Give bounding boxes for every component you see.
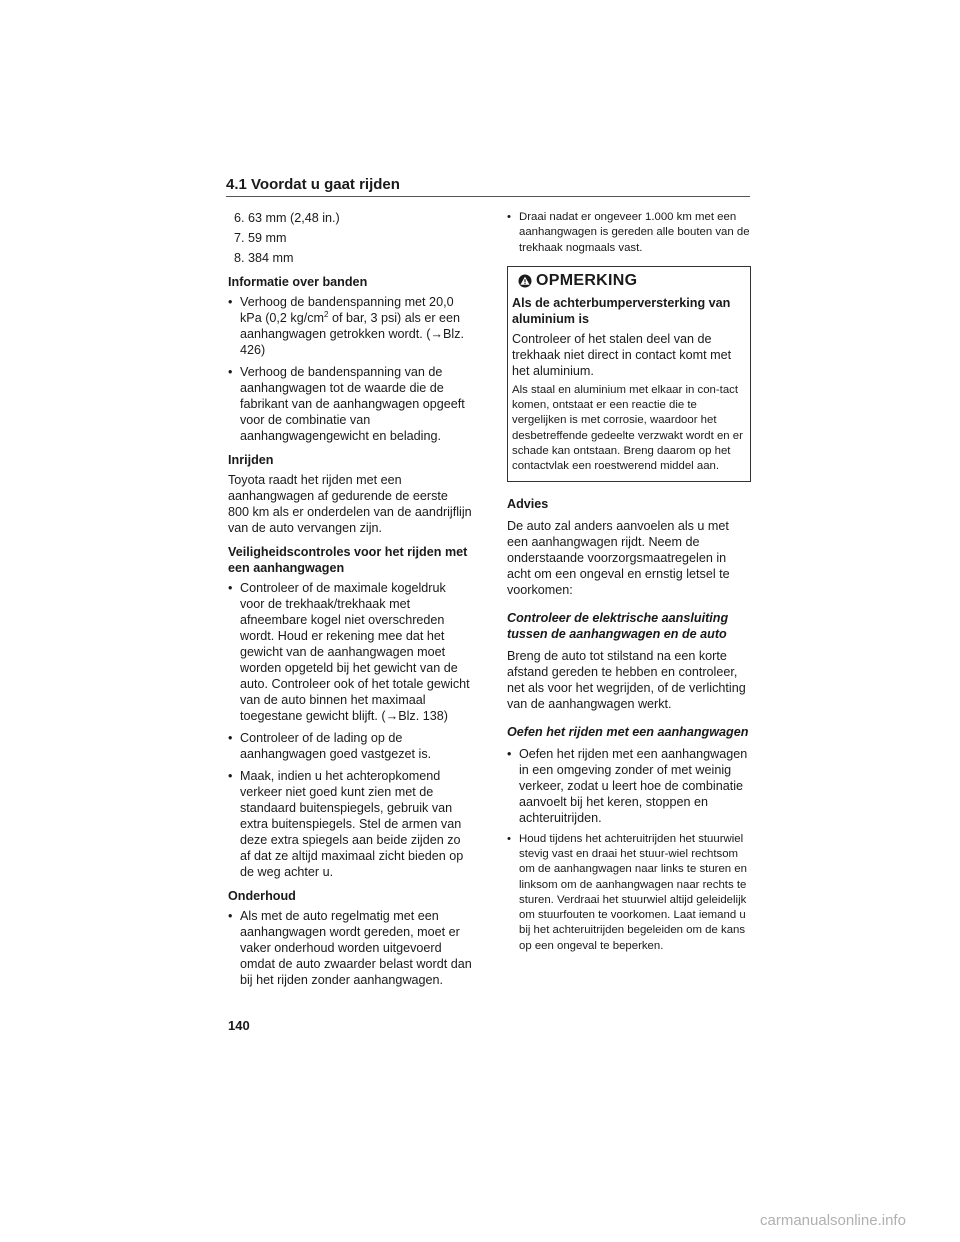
- notice-title: OPMERKING: [536, 271, 638, 289]
- notice-box: [507, 266, 751, 482]
- bullet-item: • Verhoog de bandenspanning van de aanhangwagen tot de waarde die de fabrikant van de aanhangwagen opgeeft voor de combinatie van aanhangwagengewicht en belading.: [228, 365, 465, 443]
- breakin-text: Toyota raadt het rijden met een aanhangwagen af gedurende de eerste 800 km als er onderdelen van de aandrijflijn van de auto vervangen zijn.: [228, 473, 472, 535]
- notice-detail: Als staal en aluminium met elkaar in con-tact komen, ontstaat er een reactie die te vergelijken is met corrosie, waardoor het desbetreffende gedeelte verzwakt wordt en er schade kan ontstaan. Breng daarom op het contactvlak een roestwerend middel aan.: [512, 383, 743, 473]
- notice-header: [512, 273, 746, 289]
- bullet-item: • Verhoog de bandenspanning met 20,0 kPa (0,2 $kg/cm^2$ of bar, 3 psi) als er een aanhangwagen getrokken wordt. (→Blz. 426): [228, 295, 465, 357]
- electrical-text: Breng de auto tot stilstand na een korte afstand gereden te hebben en controleer, net als voor het wegrijden, of de verlichting van de aanhangwagen werkt.: [507, 648, 746, 711]
- bullet-item: • Oefen het rijden met een aanhangwagen in een omgeving zonder of met weinig verkeer, zodat u leert hoe de combinatie aanvoelt bij het keren, stoppen en achteruitrijden.: [507, 746, 748, 825]
- tires-heading: Informatie over banden: [228, 275, 368, 289]
- bullet-item: • Maak, indien u het achteropkomend verkeer niet goed kunt zien met de standaard buitenspiegels, gebruik van extra buitenspiegels. Stel de armen van deze extra spiegels aan beide zijden zo af dat ze altijd maximaal zicht bieden op de weg achter u.: [228, 769, 464, 879]
- advice-heading: Advies: [507, 496, 549, 511]
- warning-icon: [518, 274, 532, 288]
- electrical-heading: Controleer de elektrische aansluiting tussen de aanhangwagen en de auto: [507, 610, 729, 641]
- watermark: carmanualsonline.info: [760, 1212, 906, 1229]
- practice-heading: Oefen het rijden met een aanhangwagen: [507, 724, 749, 739]
- bullet-item: • Draai nadat er ongeveer 1.000 km met een aanhangwagen is gereden alle bouten van de trekhaak nogmaals vast.: [507, 211, 750, 254]
- list-item: 8. 384 mm: [234, 251, 294, 265]
- bullet-item: • Controleer of de maximale kogeldruk voor de trekhaak/trekhaak met afneembare kogel niet overschreden wordt. Houd er rekening mee dat het gewicht van de aanhangwagen moet worden opgeteld bij het gewicht van de auto. Controleer ook of het totale gewicht van de auto binnen het maximaal toegestane gewicht blijft. (→Blz. 138): [228, 581, 470, 723]
- bullet-item: • Als met de auto regelmatig met een aanhangwagen wordt gereden, moet er vaker onderhoud worden uitgevoerd omdat de auto zwaarder belast wordt dan bij het rijden zonder aanhangwagen.: [228, 909, 472, 987]
- bullet-item: • Controleer of de lading op de aanhangwagen goed vastgezet is.: [228, 731, 432, 761]
- page-number: 140: [228, 1018, 250, 1033]
- right-column: [507, 210, 751, 960]
- notice-heading: Als de achterbumperversterking van aluminium is: [512, 295, 731, 326]
- advice-text: De auto zal anders aanvoelen als u met een aanhangwagen rijdt. Neem de onderstaande voorzorgsmaatregelen in acht om een ongeval en ernstig letsel te voorkomen:: [507, 518, 730, 597]
- safety-heading: Veiligheidscontroles voor het rijden met een aanhangwagen: [228, 545, 468, 575]
- bullet-item: • Houd tijdens het achteruitrijden het stuurwiel stevig vast en draai het stuur-wiel rechtsom om de aanhangwagen naar links te sturen en linksom om de aanhangwagen naar rechts te sturen. Verdraai het stuurwiel altijd geleidelijk om stuurfouten te voorkomen. Laat iemand u bij het achteruitrijden begeleiden om de kans op een ongeval te beperken.: [507, 832, 747, 952]
- section-title: 4.1 Voordat u gaat rijden: [226, 176, 750, 197]
- left-column: [228, 210, 472, 994]
- notice-text: Controleer of het stalen deel van de trekhaak niet direct in contact komt met het aluminium.: [512, 331, 732, 378]
- breakin-heading: Inrijden: [228, 453, 274, 467]
- list-item: 7. 59 mm: [234, 231, 287, 245]
- maintenance-heading: Onderhoud: [228, 889, 296, 903]
- list-item: 6. 63 mm (2,48 in.): [234, 211, 340, 225]
